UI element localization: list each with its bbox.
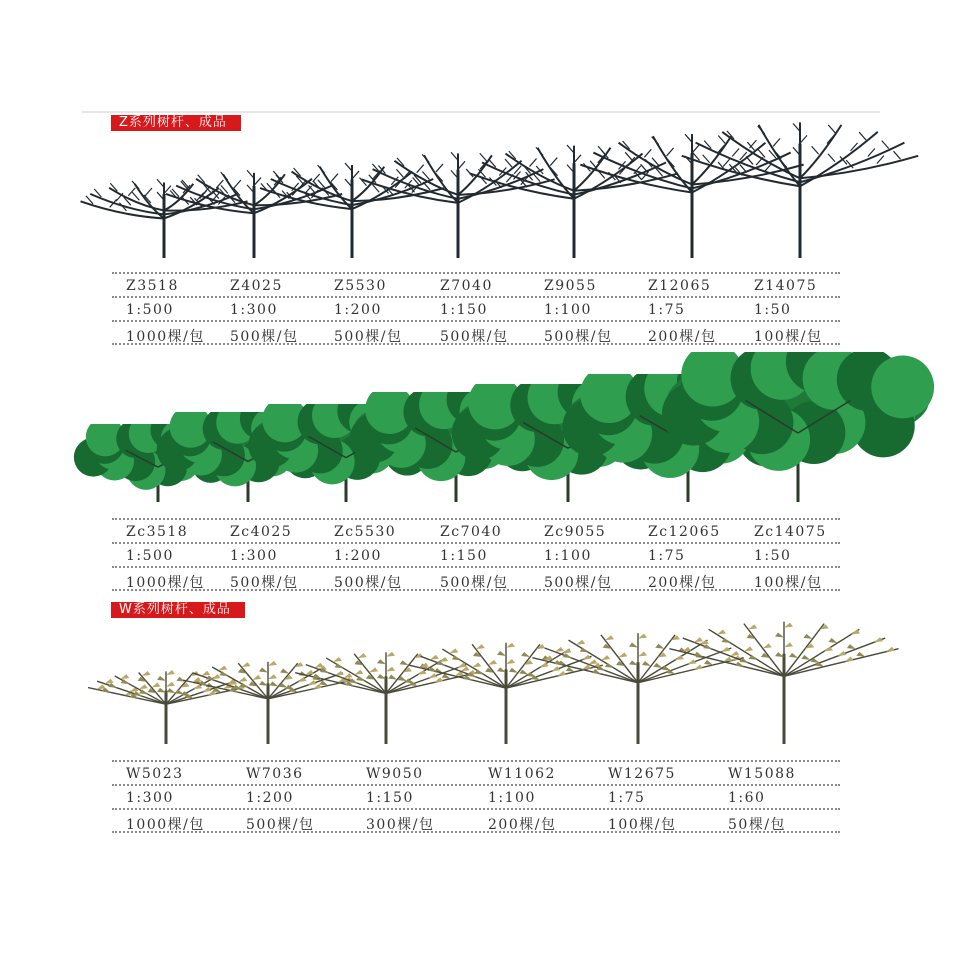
scale-ratio: 1:300	[126, 790, 174, 806]
row-divider	[112, 760, 840, 762]
model-number: Zc7040	[440, 524, 503, 540]
model-number: Z5530	[334, 278, 387, 294]
section-title-z: Z系列树杆、成品	[111, 115, 241, 131]
model-number: Zc14075	[754, 524, 827, 540]
pack-quantity: 500棵/包	[246, 817, 315, 833]
row-divider	[112, 808, 840, 810]
pack-quantity: 200棵/包	[648, 575, 717, 591]
pack-quantity: 1000棵/包	[126, 817, 205, 833]
model-number: Z3518	[126, 278, 179, 294]
scale-ratio: 1:150	[440, 548, 488, 564]
scale-ratio: 1:150	[440, 302, 488, 318]
scale-ratio: 1:200	[334, 548, 382, 564]
pack-quantity: 500棵/包	[440, 329, 509, 345]
scale-ratio: 1:100	[544, 302, 592, 318]
row-divider	[112, 784, 840, 786]
model-number: W15088	[728, 766, 796, 782]
model-number: W11062	[488, 766, 556, 782]
pack-quantity: 200棵/包	[648, 329, 717, 345]
pack-quantity: 500棵/包	[334, 329, 403, 345]
pack-quantity: 500棵/包	[544, 329, 613, 345]
pack-quantity: 100棵/包	[608, 817, 677, 833]
pack-quantity: 100棵/包	[754, 329, 823, 345]
model-number: Zc3518	[126, 524, 189, 540]
model-number: Zc12065	[648, 524, 721, 540]
bare-tree-icon	[660, 116, 940, 264]
scale-ratio: 1:200	[246, 790, 294, 806]
model-number: Z7040	[440, 278, 493, 294]
model-number: Z9055	[544, 278, 597, 294]
pack-quantity: 1000棵/包	[126, 329, 205, 345]
model-number: Zc9055	[544, 524, 607, 540]
scale-ratio: 1:100	[544, 548, 592, 564]
pack-quantity: 300棵/包	[366, 817, 435, 833]
scale-ratio: 1:50	[754, 302, 792, 318]
model-number: Z4025	[230, 278, 283, 294]
scale-ratio: 1:300	[230, 548, 278, 564]
pack-quantity: 500棵/包	[440, 575, 509, 591]
model-number: Z14075	[754, 278, 818, 294]
scale-ratio: 1:75	[608, 790, 646, 806]
pack-quantity: 1000棵/包	[126, 575, 205, 591]
model-number: Zc5530	[334, 524, 397, 540]
model-number: Zc4025	[230, 524, 293, 540]
pack-quantity: 200棵/包	[488, 817, 557, 833]
scale-ratio: 1:500	[126, 548, 174, 564]
model-number: W7036	[246, 766, 304, 782]
scale-ratio: 1:200	[334, 302, 382, 318]
row-divider	[112, 518, 840, 520]
row-divider	[112, 320, 840, 322]
section-title-w: W系列树杆、成品	[111, 602, 245, 618]
scale-ratio: 1:50	[754, 548, 792, 564]
scale-ratio: 1:60	[728, 790, 766, 806]
top-divider	[82, 111, 880, 113]
row-divider	[112, 542, 840, 544]
row-divider	[112, 296, 840, 298]
row-divider	[112, 272, 840, 274]
model-number: Z12065	[648, 278, 712, 294]
pack-quantity: 50棵/包	[728, 817, 787, 833]
model-number: W9050	[366, 766, 424, 782]
pack-quantity: 100棵/包	[754, 575, 823, 591]
scale-ratio: 1:500	[126, 302, 174, 318]
pack-quantity: 500棵/包	[230, 575, 299, 591]
scale-ratio: 1:150	[366, 790, 414, 806]
leafy-tree-icon	[653, 352, 943, 508]
scale-ratio: 1:75	[648, 548, 686, 564]
model-number: W5023	[126, 766, 184, 782]
pack-quantity: 500棵/包	[544, 575, 613, 591]
scale-ratio: 1:300	[230, 302, 278, 318]
pack-quantity: 500棵/包	[230, 329, 299, 345]
scale-ratio: 1:100	[488, 790, 536, 806]
model-number: W12675	[608, 766, 676, 782]
pack-quantity: 500棵/包	[334, 575, 403, 591]
scale-ratio: 1:75	[648, 302, 686, 318]
row-divider	[112, 566, 840, 568]
autumn-tree-icon	[654, 614, 914, 750]
